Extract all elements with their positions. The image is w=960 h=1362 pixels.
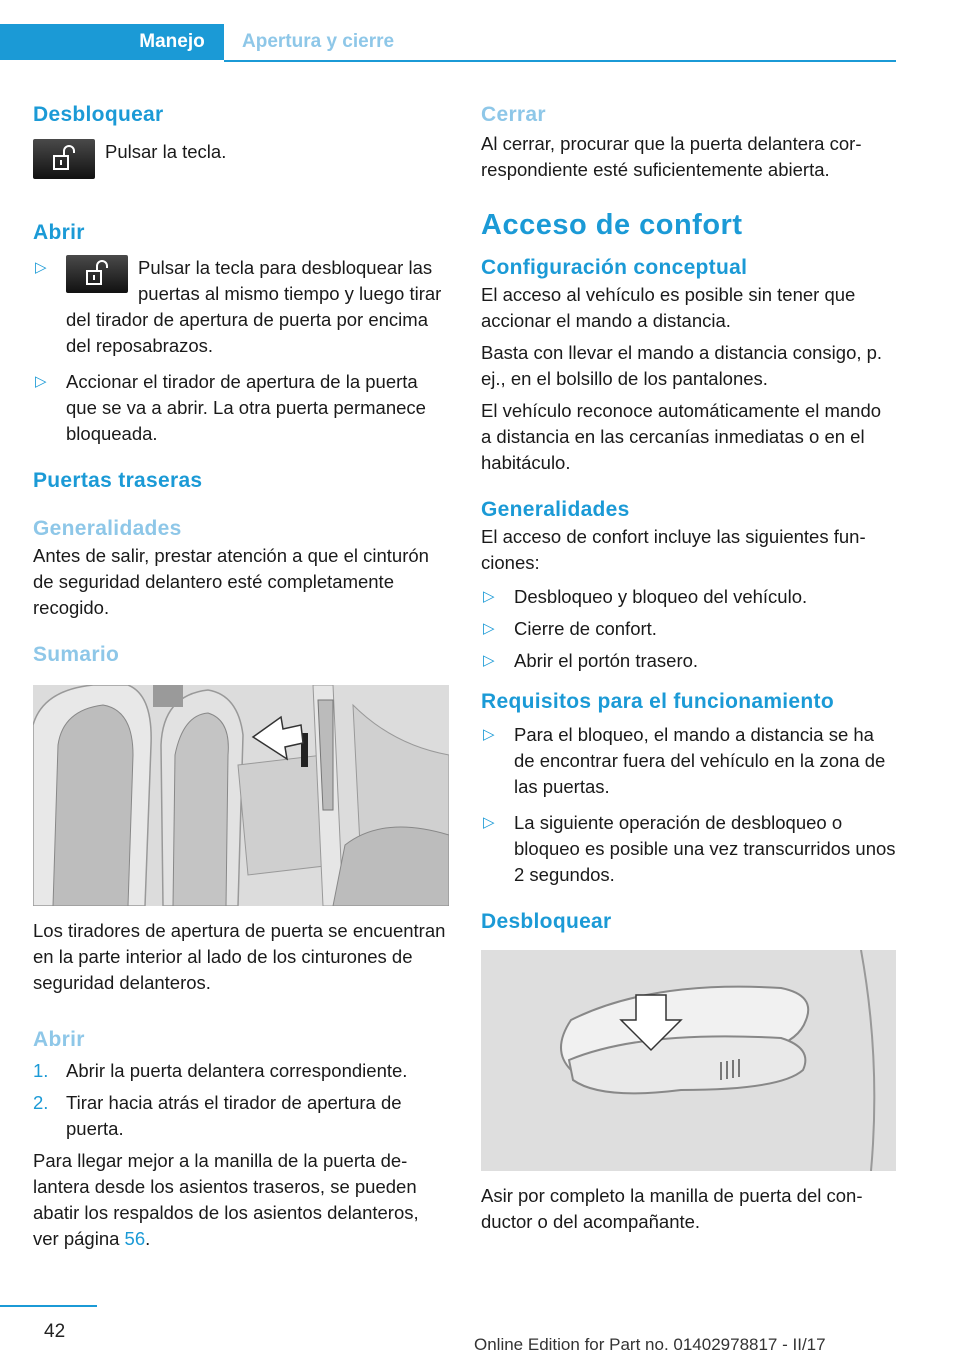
step-number: 1.	[33, 1060, 49, 1081]
header-accent-bar	[0, 24, 120, 60]
final-paragraph	[33, 1148, 449, 1252]
right-column	[481, 100, 896, 1235]
list-item	[481, 810, 896, 888]
heading-abrir: Abrir	[33, 221, 85, 244]
heading-desbloquear: Desbloquear	[33, 103, 164, 126]
unlock-key-icon	[33, 139, 95, 179]
sumario-caption: Los tiradores de apertura de puerta se encuentran en la parte interior al lado de los cinturones de seguridad delanteros.	[33, 920, 446, 993]
generalidades-text: Antes de salir, prestar atención a que el cinturón de seguridad delantero esté completamente recogido.	[33, 545, 429, 618]
req-item-text: Para el bloqueo, el mando a distancia se ha de encontrar fuera del vehículo en la zona de las puertas.	[514, 724, 886, 797]
config-paragraph-3: El vehículo reconoce automáticamente el mando a distancia en las cercanías inmediatas o en el habitáculo.	[481, 400, 882, 473]
gen-item-text: Desbloqueo y bloqueo del vehículo.	[514, 586, 808, 607]
gen-text: El acceso de confort incluye las siguientes funciones:	[481, 526, 866, 573]
left-column	[33, 100, 449, 1252]
bullet-icon: ▷	[35, 259, 47, 276]
heading-abrir-steps: Abrir	[33, 1028, 85, 1051]
list-item	[33, 1090, 449, 1142]
list-item	[481, 722, 896, 800]
req-list	[481, 722, 896, 888]
heading-sumario: Sumario	[33, 643, 120, 666]
abrir-steps-list	[33, 1058, 449, 1142]
list-item	[33, 1058, 449, 1084]
bullet-icon: ▷	[483, 652, 495, 669]
header-divider	[224, 60, 896, 62]
abrir-list	[33, 255, 449, 447]
edition-label: Online Edition for Part no. 01402978817 - II/17	[474, 1335, 826, 1354]
heading-generalidades: Generalidades	[33, 517, 182, 540]
header-chapter-tab[interactable]: Manejo	[120, 24, 224, 60]
step-text: Abrir la puerta delantera correspondiente.	[66, 1060, 408, 1081]
heading-requisitos: Requisitos para el funcionamiento	[481, 690, 834, 713]
bullet-icon: ▷	[483, 588, 495, 605]
gen-list	[481, 584, 896, 674]
heading-generalidades-right: Generalidades	[481, 498, 630, 521]
gen-item-text: Abrir el portón trasero.	[514, 650, 699, 671]
list-item	[481, 584, 896, 610]
seatbelt-door-handle-image	[33, 685, 449, 906]
heading-acceso-de-confort: Acceso de confort	[481, 209, 743, 241]
page-reference-link[interactable]: 56	[124, 1228, 146, 1249]
door-handle-image	[481, 950, 896, 1171]
req-item-text: La siguiente operación de desbloqueo o bloqueo es posible una vez transcurridos unos 2 segundos.	[514, 812, 896, 885]
abrir-item-text: Accionar el tirador de apertura de la puerta que se va a abrir. La otra puerta permanece bloqueada.	[66, 371, 426, 444]
abrir-item-text: Pulsar la tecla para desbloquear las puertas al mismo tiempo y luego tirar del tirador de apertura de puerta por encima del reposabrazos.	[66, 257, 442, 356]
page-number: 42	[44, 1321, 66, 1342]
unlock-key-row	[33, 137, 449, 183]
heading-configuracion: Configuración conceptual	[481, 256, 748, 279]
unlock-instruction: Pulsar la tecla.	[105, 141, 227, 162]
bullet-icon: ▷	[483, 814, 495, 831]
list-item	[481, 648, 896, 674]
list-item	[33, 369, 449, 447]
bullet-icon: ▷	[35, 373, 47, 390]
list-item	[33, 255, 449, 359]
final-period: .	[145, 1228, 151, 1249]
list-item	[481, 616, 896, 642]
step-number: 2.	[33, 1092, 49, 1113]
heading-cerrar: Cerrar	[481, 103, 546, 126]
final-text: Para llegar mejor a la manilla de la puerta delantera desde los asientos traseros, se pueden abatir los respaldos de los asientos delanteros, ver página	[33, 1150, 419, 1249]
config-paragraph-2: Basta con llevar el mando a distancia consigo, p. ej., en el bolsillo de los pantalones.	[481, 342, 883, 389]
heading-desbloquear-right: Desbloquear	[481, 910, 612, 933]
unlock-key-icon	[66, 255, 128, 293]
step-text: Tirar hacia atrás el tirador de apertura de puerta.	[66, 1092, 402, 1139]
footer-divider	[0, 1305, 97, 1307]
cerrar-text: Al cerrar, procurar que la puerta delantera correspondiente esté suficientemente abierta.	[481, 133, 862, 180]
bullet-icon: ▷	[483, 726, 495, 743]
header-section-title[interactable]: Apertura y cierre	[242, 31, 395, 52]
config-paragraph-1: El acceso al vehículo es posible sin tener que accionar el mando a distancia.	[481, 284, 856, 331]
bullet-icon: ▷	[483, 620, 495, 637]
heading-puertas-traseras: Puertas traseras	[33, 469, 203, 492]
gen-item-text: Cierre de confort.	[514, 618, 657, 639]
desb-caption: Asir por completo la manilla de puerta del conductor o del acompañante.	[481, 1185, 863, 1232]
